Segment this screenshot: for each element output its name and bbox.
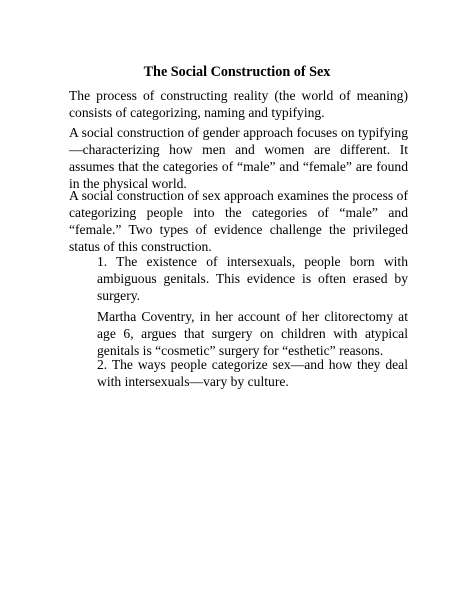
paragraph-gender-approach: A social construction of gender approach focuses on typifying—characterizing how men and women are different. It assumes that the categories of “male” and “female” are found in the physical world.	[69, 125, 408, 191]
paragraph-sex-approach: A social construction of sex approach examines the process of categorizing people into the categories of “male” and “female.” Two types of evidence challenge the privileged status of this construction.	[69, 188, 408, 254]
paragraph-martha-coventry: Martha Coventry, in her account of her clitorectomy at age 6, argues that surgery on children with atypical genitals is “cosmetic” surgery for “esthetic” reasons.	[97, 309, 408, 358]
evidence-item-culture: 2. The ways people categorize sex—and how they deal with intersexuals—vary by culture.	[97, 357, 408, 389]
page-title: The Social Construction of Sex	[143, 64, 331, 80]
evidence-item-intersexuals: 1. The existence of intersexuals, people born with ambiguous genitals. This evidence is often erased by surgery.	[97, 254, 408, 303]
paragraph-reality-construction: The process of constructing reality (the world of meaning) consists of categorizing, naming and typifying.	[69, 88, 408, 120]
